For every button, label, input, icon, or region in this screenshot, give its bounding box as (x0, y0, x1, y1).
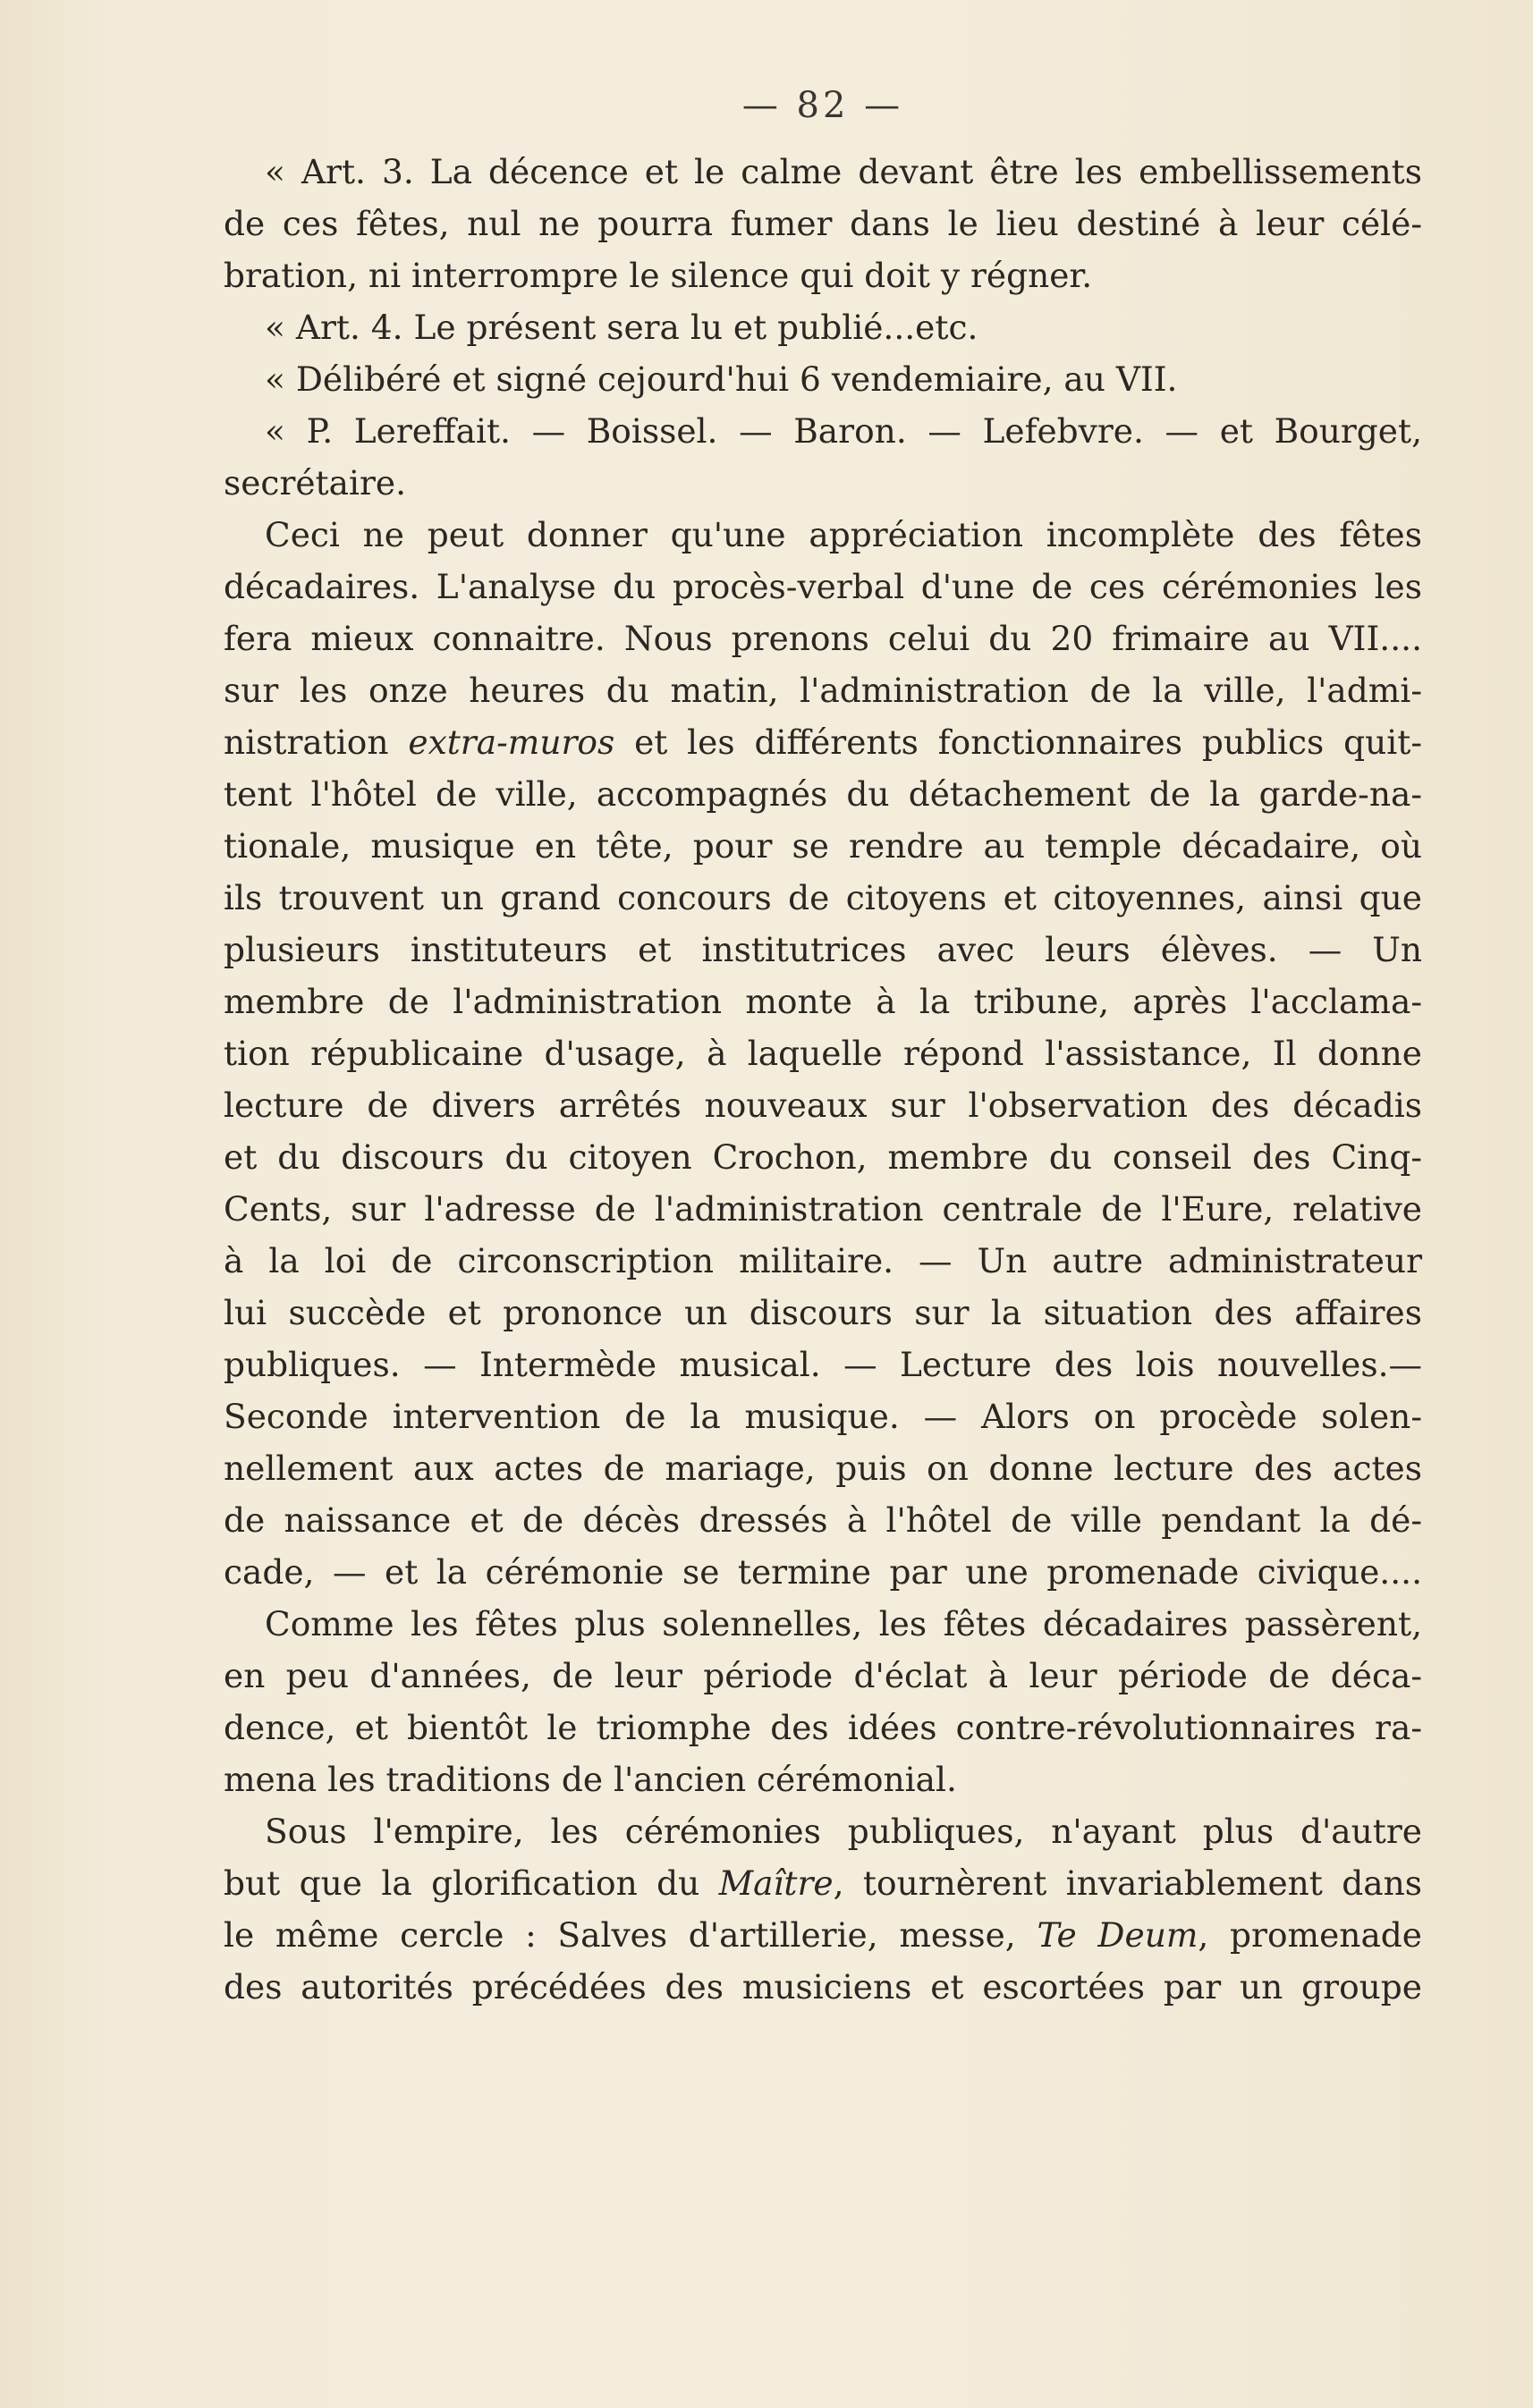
text-line: Ceci ne peut donner qu'une appréciation incomplète des fêtes (265, 515, 1422, 554)
text-line: de naissance et de décès dressés à l'hôtel de ville pendant la dé- (224, 1500, 1422, 1540)
text-line: Cents, sur l'adresse de l'administration centrale de l'Eure, relative (224, 1189, 1422, 1229)
text-line: secrétaire. (224, 463, 407, 503)
text-line: Comme les fêtes plus solennelles, les fêtes décadaires passèrent, (265, 1604, 1422, 1643)
text-line: Sous l'empire, les cérémonies publiques, n'ayant plus d'autre (265, 1812, 1422, 1851)
text-line: membre de l'administration monte à la tribune, après l'acclama- (224, 982, 1422, 1021)
italic-term: Maître (718, 1863, 834, 1903)
text-line: lecture de divers arrêtés nouveaux sur l'observation des décadis (224, 1086, 1422, 1125)
text-line-segment: but que la glorification du (224, 1863, 719, 1903)
text-line: « Art. 4. Le présent sera lu et publié...etc. (265, 308, 978, 347)
text-line: bration, ni interrompre le silence qui doit y régner. (224, 256, 1093, 295)
text-line: en peu d'années, de leur période d'éclat à leur période de déca- (224, 1656, 1422, 1695)
italic-term: extra-muros (408, 722, 615, 762)
text-line: « Délibéré et signé cejourd'hui 6 vendemiaire, au VII. (265, 359, 1178, 399)
text-line: fera mieux connaitre. Nous prenons celui du 20 frimaire au VII.... (224, 619, 1422, 658)
text-line: « P. Lereffait. — Boissel. — Baron. — Lefebvre. — et Bourget, (265, 411, 1422, 451)
text-line: tion républicaine d'usage, à laquelle répond l'assistance, Il donne (224, 1034, 1422, 1073)
text-line: tionale, musique en tête, pour se rendre au temple décadaire, où (224, 826, 1422, 866)
text-line: mena les traditions de l'ancien cérémonial. (224, 1760, 957, 1799)
text-line (224, 1909, 1422, 1961)
text-line: tent l'hôtel de ville, accompagnés du détachement de la garde-na- (224, 774, 1422, 814)
text-line: de ces fêtes, nul ne pourra fumer dans le lieu destiné à leur célé- (224, 204, 1422, 243)
text-line: plusieurs instituteurs et institutrices avec leurs élèves. — Un (224, 930, 1422, 969)
text-line-segment: le même cercle : Salves d'artillerie, messe, (224, 1915, 1038, 1955)
italic-term: Te Deum (1037, 1915, 1198, 1955)
text-line: Seconde intervention de la musique. — Alors on procède solen- (224, 1397, 1422, 1436)
text-line (224, 1857, 1422, 1909)
text-line: et du discours du citoyen Crochon, membre du conseil des Cinq- (224, 1137, 1422, 1177)
text-line: à la loi de circonscription militaire. — Un autre administrateur (224, 1241, 1422, 1280)
text-line-segment: , promenade (1198, 1915, 1422, 1955)
text-line: dence, et bientôt le triomphe des idées contre-révolutionnaires ra- (224, 1708, 1422, 1747)
text-line: lui succède et prononce un discours sur la situation des affaires (224, 1293, 1422, 1332)
text-line-segment: et les différents fonctionnaires publics quit- (614, 722, 1422, 762)
text-line: nellement aux actes de mariage, puis on donne lecture des actes (224, 1449, 1422, 1488)
text-line-segment: , tournèrent invariablement dans (833, 1863, 1422, 1903)
page-body (224, 85, 1422, 2013)
text-line: sur les onze heures du matin, l'administration de la ville, l'admi- (224, 671, 1422, 710)
text-line: publiques. — Intermède musical. — Lecture des lois nouvelles.— (224, 1345, 1422, 1384)
text-line: ils trouvent un grand concours de citoyens et citoyennes, ainsi que (224, 878, 1422, 917)
text-line: des autorités précédées des musiciens et escortées par un groupe (224, 1967, 1422, 2007)
text-line: décadaires. L'analyse du procès-verbal d'une de ces cérémonies les (224, 567, 1422, 606)
text-line-segment: nistration (224, 722, 409, 762)
text-line: « Art. 3. La décence et le calme devant être les embellissements (265, 152, 1422, 191)
page-number: — 82 — (741, 85, 904, 126)
text-line: cade, — et la cérémonie se termine par une promenade civique.... (224, 1552, 1422, 1592)
text-block (224, 146, 1422, 2013)
text-line (224, 716, 1422, 768)
